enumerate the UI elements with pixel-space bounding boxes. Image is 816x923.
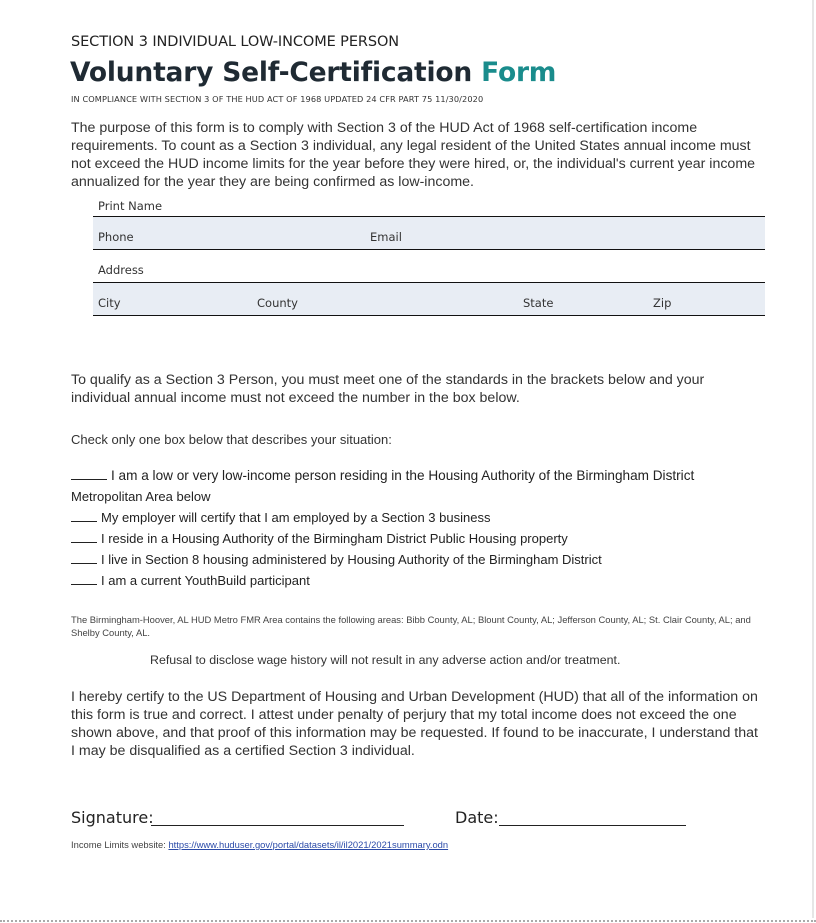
city-label[interactable]: City — [98, 296, 121, 310]
page-title — [70, 57, 556, 88]
income-limits-note — [71, 839, 448, 850]
title-accent: Form — [481, 57, 557, 88]
option-label: I am a current YouthBuild participant — [101, 573, 310, 588]
phone-email-row — [93, 217, 765, 250]
purpose-paragraph: The purpose of this form is to comply with Section 3 of the HUD Act of 1968 self-certification income requirements. To count as a Section 3 individual, any legal resident of the United States annual income must not exceed the HUD income limits for the year before they were hired, or, the individual's current year income annualized for the year they are being confirmed as low-income. — [71, 120, 756, 190]
income-limits-link[interactable]: https://www.huduser.gov/portal/datasets/il/il2021/2021summary.odn — [168, 839, 449, 850]
print-name-row[interactable] — [93, 196, 765, 217]
option-label: I reside in a Housing Authority of the Birmingham District Public Housing property — [101, 531, 568, 546]
option-label: My employer will certify that I am employed by a Section 3 business — [101, 510, 491, 525]
checkbox-blank[interactable] — [71, 468, 107, 480]
checkbox-blank[interactable] — [71, 573, 97, 585]
certification-paragraph: I hereby certify to the US Department of Housing and Urban Development (HUD) that all of the information on this form is true and correct. I attest under penalty of perjury that my total income does not exceed the one shown above, and that proof of this information may be requested. If found to be inaccurate, I understand that I may be disqualified as a certified Section 3 individual. — [71, 689, 758, 759]
phone-label[interactable]: Phone — [98, 230, 134, 244]
fmr-area-note: The Birmingham-Hoover, AL HUD Metro FMR Area contains the following areas: Bibb County, AL; Blount County, AL; Jefferson County, AL; St. Clair County, AL; and Shelby County, AL. — [71, 614, 751, 638]
signature-row — [71, 808, 721, 830]
city-county-state-zip-row — [93, 283, 765, 316]
date-label: Date: — [455, 808, 499, 827]
option-label: I am a low or very low-income person residing in the Housing Authority of the Birmingham District — [111, 468, 695, 483]
address-label: Address — [98, 263, 144, 277]
print-name-label: Print Name — [98, 199, 163, 213]
option-public-housing[interactable] — [71, 528, 771, 549]
signature-line[interactable] — [151, 825, 404, 826]
income-limits-label: Income Limits website: — [71, 839, 166, 850]
email-label[interactable]: Email — [370, 230, 402, 244]
option-section-8[interactable] — [71, 549, 771, 570]
compliance-line: IN COMPLIANCE WITH SECTION 3 OF THE HUD ACT OF 1968 UPDATED 24 CFR PART 75 11/30/2020 — [71, 94, 484, 104]
option-continuation: Metropolitan Area below — [71, 489, 211, 504]
option-youthbuild[interactable] — [71, 570, 771, 591]
qualify-paragraph: To qualify as a Section 3 Person, you must meet one of the standards in the brackets below and your individual annual income must not exceed the number in the box below. — [71, 372, 705, 406]
address-row[interactable] — [93, 250, 765, 283]
eligibility-options — [71, 465, 771, 591]
option-label: I live in Section 8 housing administered by Housing Authority of the Birmingham District — [101, 552, 602, 567]
form-subtitle: SECTION 3 INDIVIDUAL LOW-INCOME PERSON — [71, 34, 400, 50]
checkbox-blank[interactable] — [71, 531, 97, 543]
checkbox-blank[interactable] — [71, 510, 97, 522]
check-instructions: Check only one box below that describes your situation: — [71, 432, 392, 447]
signature-label: Signature: — [71, 808, 154, 827]
zip-label[interactable]: Zip — [653, 296, 672, 310]
option-employer[interactable] — [71, 507, 771, 528]
title-main: Voluntary Self-Certification — [70, 57, 473, 88]
refusal-note: Refusal to disclose wage history will not result in any adverse action and/or treatment. — [150, 653, 621, 667]
state-label[interactable]: State — [523, 296, 554, 310]
date-line[interactable] — [499, 825, 686, 826]
county-label[interactable]: County — [257, 296, 298, 310]
page-break-divider — [0, 920, 816, 922]
option-low-income[interactable] — [71, 465, 771, 486]
checkbox-blank[interactable] — [71, 552, 97, 564]
applicant-info-table — [93, 196, 765, 316]
